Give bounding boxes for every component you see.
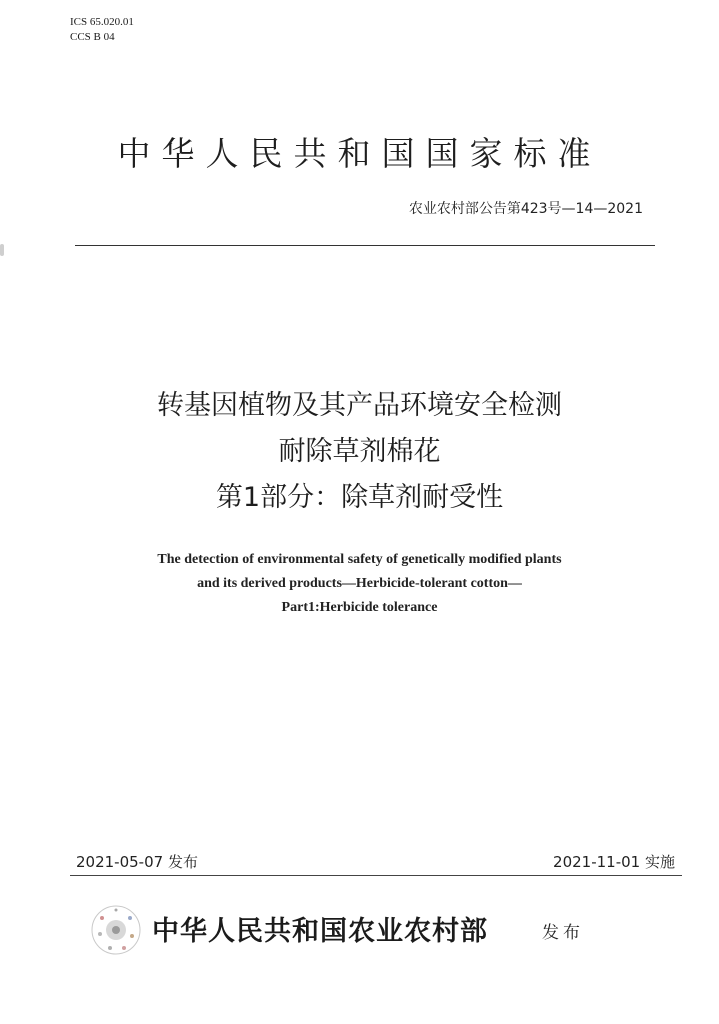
scan-edge-mark (0, 244, 4, 256)
issue-label: 发布 (542, 923, 584, 943)
english-title-line-1: The detection of environmental safety of genetically modified plants (157, 552, 562, 567)
footer-divider (70, 875, 682, 876)
standard-number: 农业农村部公告第423号—14—2021 (408, 201, 643, 217)
chinese-title-line-3: 第1部分：除草剂耐受性 (215, 482, 504, 513)
ics-code: ICS 65.020.01 (70, 16, 134, 28)
header-divider (75, 245, 655, 246)
ministry-emblem-icon (90, 904, 142, 956)
english-title (0, 548, 719, 620)
ccs-code: CCS B 04 (70, 31, 115, 43)
issuing-authority: 中华人民共和国农业农村部 (152, 916, 488, 947)
national-standard-heading: 中华人民共和国国家标准 (117, 134, 602, 173)
classification-codes (70, 15, 134, 45)
issue-date: 2021-05-07 发布 (76, 853, 198, 871)
chinese-title (0, 383, 719, 521)
effective-date: 2021-11-01 实施 (553, 853, 675, 871)
chinese-title-line-2: 耐除草剂棉花 (278, 436, 441, 467)
english-title-line-3: Part1:Herbicide tolerance (281, 600, 438, 615)
english-title-line-2: and its derived products—Herbicide-tolerant cotton— (197, 576, 522, 591)
chinese-title-line-1: 转基因植物及其产品环境安全检测 (157, 390, 562, 421)
